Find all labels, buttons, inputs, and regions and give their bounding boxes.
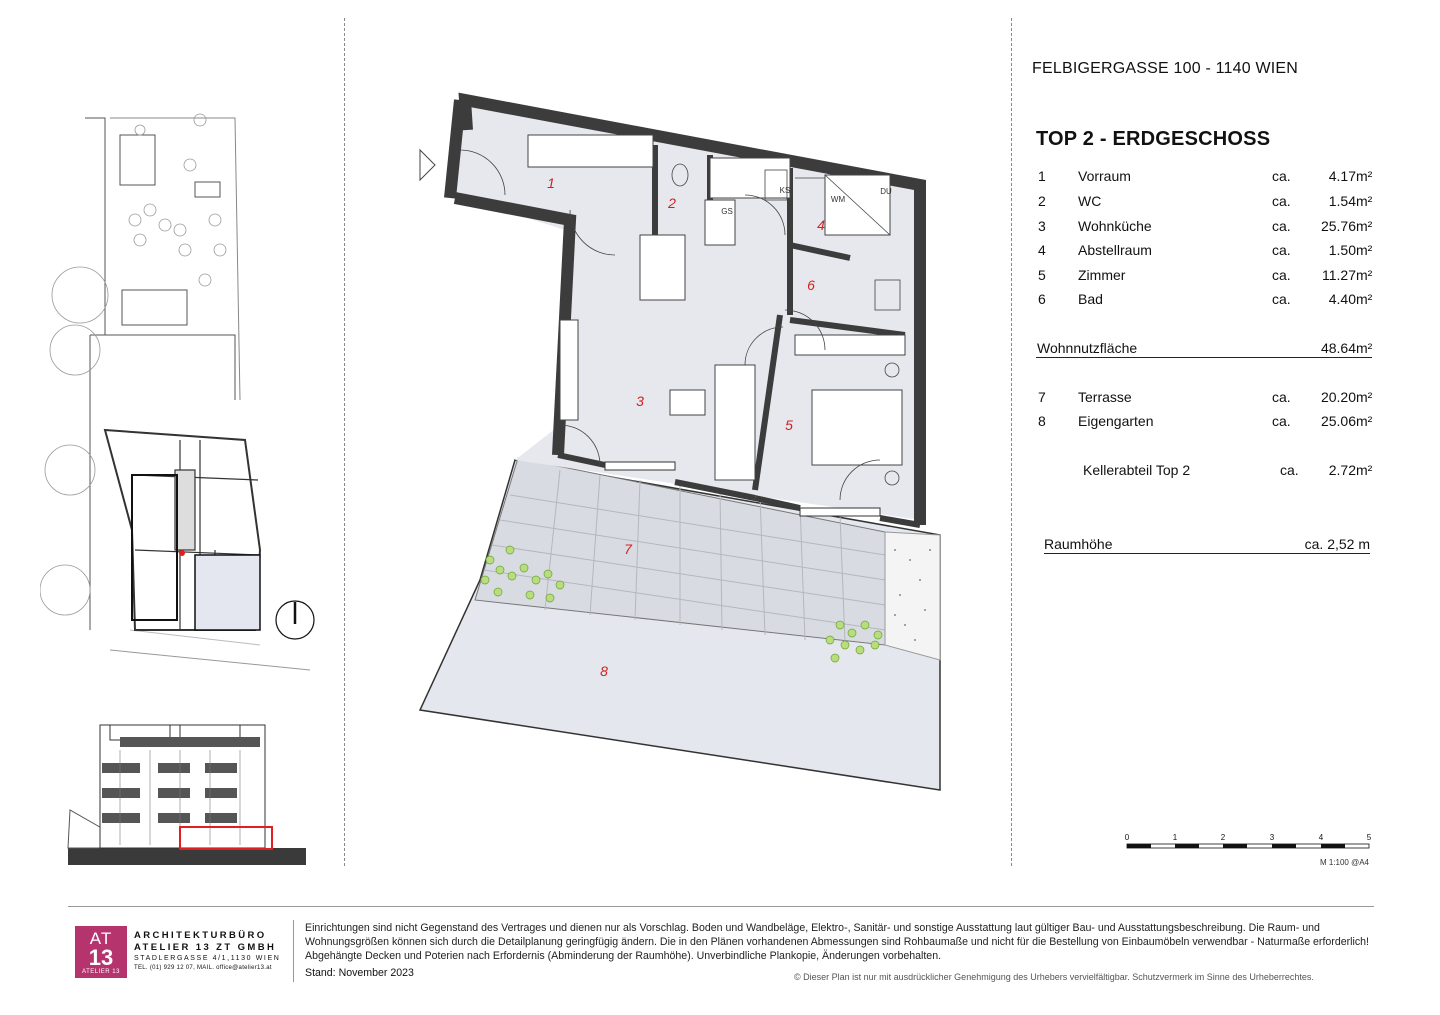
room-number: 2 <box>1038 193 1046 209</box>
firm-contact: TEL. (01) 929 12 07, MAIL. office@atelier13.at <box>134 965 272 971</box>
room-name: Abstellraum <box>1078 242 1152 258</box>
logo-sub: ATELIER 13 <box>82 969 120 975</box>
outdoor-row <box>1036 413 1376 433</box>
room-row <box>1036 218 1376 238</box>
ceiling-height-value: ca. 2,52 m <box>1304 536 1370 552</box>
room-name: Vorraum <box>1078 168 1131 184</box>
room-row <box>1036 291 1376 311</box>
room-unit: m² <box>1356 242 1373 258</box>
room-number: 6 <box>1038 291 1046 307</box>
room-ca: ca. <box>1272 193 1291 209</box>
scale-tick: 2 <box>1220 833 1226 842</box>
outdoor-ca: ca. <box>1272 389 1291 405</box>
logo-number: 13 <box>88 945 114 970</box>
plan-label-3: 3 <box>636 393 644 409</box>
room-number: 1 <box>1038 168 1046 184</box>
cellar-name: Kellerabteil Top 2 <box>1083 462 1191 478</box>
plan-label-2: 2 <box>668 195 676 211</box>
ceiling-height-row <box>1044 536 1370 554</box>
outdoor-unit: m² <box>1356 413 1373 429</box>
firm-info <box>134 930 286 973</box>
firm-line-1: ARCHITEKTURBÜRO <box>134 930 267 941</box>
outdoor-ca: ca. <box>1272 413 1291 429</box>
outdoor-area: 20.20 <box>1320 389 1356 405</box>
plan-label-ks: KS <box>779 186 791 195</box>
plan-label-5: 5 <box>785 417 793 433</box>
room-area: 1.50 <box>1328 242 1356 258</box>
cellar-row <box>1036 462 1376 482</box>
disclaimer-text: Einrichtungen sind nicht Gegenstand des Vertrages und dienen nur als Vorschlag. Boden und Wandbeläge, Elektro-, Sanitär- und sonstige Ausstattung laut gültiger Bau- und Ausstattungsbeschreibung. Die Raum- und Wohnungsgrößen können sich durch die Detailplanung geringfügig ändern. Die in den Plänen vorhandenen Abmessungen sind Rohbaumaße und nicht für die Bestellung von Einbaumöbeln verwendbar - Naturmaße erforderlich! Abgehängte Decken und Poterien nach Erfordernis (Abminderung der Raumhöhe). Unverbindliche Plankopie, Änderungen vorbehalten. <box>305 922 1369 962</box>
divider-left <box>344 18 345 866</box>
room-unit: m² <box>1356 218 1373 234</box>
plan-label-wm: WM <box>830 195 846 204</box>
scale-tick: 3 <box>1269 833 1275 842</box>
living-area-value: 48.64 <box>1320 340 1356 356</box>
scale-tick: 0 <box>1125 833 1130 842</box>
footer-divider <box>293 920 294 982</box>
room-row <box>1036 168 1376 188</box>
scale-label: M 1:100 @A4 <box>1319 858 1369 867</box>
firm-line-2: ATELIER 13 ZT GMBH <box>134 942 277 953</box>
living-area-row <box>1036 340 1372 358</box>
living-area-unit: m² <box>1356 340 1373 356</box>
room-ca: ca. <box>1272 218 1291 234</box>
site-plan <box>40 110 330 690</box>
plan-label-du: DU <box>880 187 892 196</box>
outdoor-name: Eigengarten <box>1078 413 1154 429</box>
room-name: Wohnküche <box>1078 218 1152 234</box>
ceiling-height-label: Raumhöhe <box>1044 536 1113 552</box>
scale-bar <box>1125 832 1375 872</box>
cellar-area: 2.72 <box>1328 462 1356 478</box>
outdoor-number: 8 <box>1038 413 1046 429</box>
building-elevation <box>60 715 320 870</box>
living-area-label: Wohnnutzfläche <box>1037 340 1138 356</box>
scale-tick: 1 <box>1172 833 1178 842</box>
firm-logo <box>75 926 127 978</box>
room-area: 25.76 <box>1320 218 1356 234</box>
plan-date: Stand: November 2023 <box>305 967 414 979</box>
cellar-ca: ca. <box>1280 462 1299 478</box>
outdoor-number: 7 <box>1038 389 1046 405</box>
room-number: 5 <box>1038 267 1046 283</box>
outdoor-area: 25.06 <box>1320 413 1356 429</box>
plan-label-1: 1 <box>547 175 555 191</box>
plan-label-8: 8 <box>600 663 608 679</box>
room-name: Bad <box>1078 291 1103 307</box>
room-unit: m² <box>1356 267 1373 283</box>
room-number: 4 <box>1038 242 1046 258</box>
room-name: WC <box>1078 193 1102 209</box>
room-area: 4.40 <box>1328 291 1356 307</box>
cellar-unit: m² <box>1356 462 1373 478</box>
room-row <box>1036 267 1376 287</box>
room-ca: ca. <box>1272 267 1291 283</box>
room-unit: m² <box>1356 193 1373 209</box>
address: FELBIGERGASSE 100 - 1140 WIEN <box>1032 60 1299 77</box>
room-unit: m² <box>1356 168 1373 184</box>
floor-plan <box>400 80 960 800</box>
room-row <box>1036 193 1376 213</box>
room-row <box>1036 242 1376 262</box>
room-ca: ca. <box>1272 291 1291 307</box>
copyright-notice: © Dieser Plan ist nur mit ausdrücklicher Genehmigung des Urhebers vervielfältigbar. Schutzvermerk im Sinne des Urheberrechtes. <box>794 972 1314 982</box>
logo-top: AT <box>89 929 113 948</box>
scale-tick: 4 <box>1318 833 1324 842</box>
divider-right <box>1011 18 1012 866</box>
footer-rule <box>68 906 1374 907</box>
room-number: 3 <box>1038 218 1046 234</box>
plan-label-7: 7 <box>624 541 632 557</box>
outdoor-row <box>1036 389 1376 409</box>
plan-label-6: 6 <box>807 277 815 293</box>
plan-label-4: 4 <box>817 217 825 233</box>
room-area: 1.54 <box>1328 193 1356 209</box>
firm-address: STADLERGASSE 4/1,1130 WIEN <box>134 955 281 962</box>
room-unit: m² <box>1356 291 1373 307</box>
scale-tick: 5 <box>1366 833 1372 842</box>
room-area: 11.27 <box>1322 267 1356 283</box>
room-area: 4.17 <box>1328 168 1356 184</box>
outdoor-name: Terrasse <box>1078 389 1132 405</box>
outdoor-unit: m² <box>1356 389 1373 405</box>
room-name: Zimmer <box>1078 267 1126 283</box>
room-ca: ca. <box>1272 242 1291 258</box>
unit-title: TOP 2 - ERDGESCHOSS <box>1036 128 1271 150</box>
plan-label-gs: GS <box>721 207 733 216</box>
room-ca: ca. <box>1272 168 1291 184</box>
